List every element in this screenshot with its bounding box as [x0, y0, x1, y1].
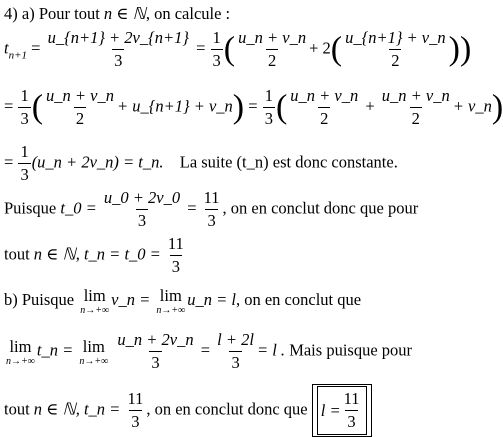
eq3-text: La suite (t_n) est donc constante. [179, 152, 398, 172]
eq1-lhs-sub: n+1 [8, 49, 28, 62]
header-set: n ∈ ℕ [103, 4, 146, 23]
eq3-expr: (u_n + 2v_n) = t_n. [31, 152, 164, 172]
header-label: 4) a) Pour tout [4, 4, 104, 23]
line-5: tout n ∈ ℕ, t_n = t_0 = $\frac{11}{3}$ [4, 234, 184, 276]
eq1-frac3: $\frac{u\_\{n+1\} + v\_n}{2}$ [345, 28, 446, 70]
header-rest: , on calcule : [145, 4, 231, 23]
line-4: Puisque t_0 = $\frac{u\_0 + 2v\_0}{3}$ = $\frac{11}{3}$ , on en conclut donc que pour [4, 188, 419, 230]
equation-2: = $\frac{1}{3}$ ( $\frac{u\_n + v\_n}{2}$ + u_{n+1} + v_n) = $\frac{1}{3}$ ( $\frac{u\_n + v\_n}{2}$ + $\frac{u\_n + v\_n}{2}$ + v_n) [4, 86, 503, 128]
equation-3: = $\frac{1}{3}$ (u_n + 2v_n) = t_n. La suite (t_n) est donc constante. [4, 142, 398, 184]
eq2-frac2: $\frac{u\_n + v\_n}{2}$ [290, 86, 359, 128]
eq1-frac1: $\frac{u\_\{n+1\} + 2v\_\{n+1\}}{3}$ [47, 28, 189, 70]
header-line [4, 4, 230, 24]
final-answer-box: l = $\frac{11}{3}$ [312, 384, 372, 437]
eq2-frac1: $\frac{u\_n + v\_n}{2}$ [46, 86, 114, 128]
eq1-coef: $\frac{1}{3}$ [212, 28, 221, 70]
line-7: lim n→+∞ t_n = lim n→+∞ $\frac{u\_n + 2v\_n}{3}$ = $\frac{l + 2l}{3}$ = l . Mais puisque pour [6, 330, 413, 372]
equation-1: $t_{n+1}$ = $\frac{u\_\{n+1\} + 2v\_\{n+1\}}{3}$ = $\frac{1}{3}$ ( $\frac{u\_n + v\_n}{2}$ + 2( $\frac{u\_\{n+1\} + v\_n}{2}$ )) [4, 28, 472, 70]
line-6: b) Puisque lim n→+∞ v_n = lim n→+∞ u_n = l, on en conclut que [4, 286, 362, 316]
eq1-lhs: t [4, 38, 9, 58]
eq1-frac2: $\frac{u\_n + v\_n}{2}$ [238, 28, 307, 70]
eq2-frac3: $\frac{u\_n + v\_n}{2}$ [381, 86, 450, 128]
line-8: tout n ∈ ℕ, t_n = $\frac{11}{3}$ , on en conclut donc que l = $\frac{11}{3}$ [4, 384, 372, 437]
